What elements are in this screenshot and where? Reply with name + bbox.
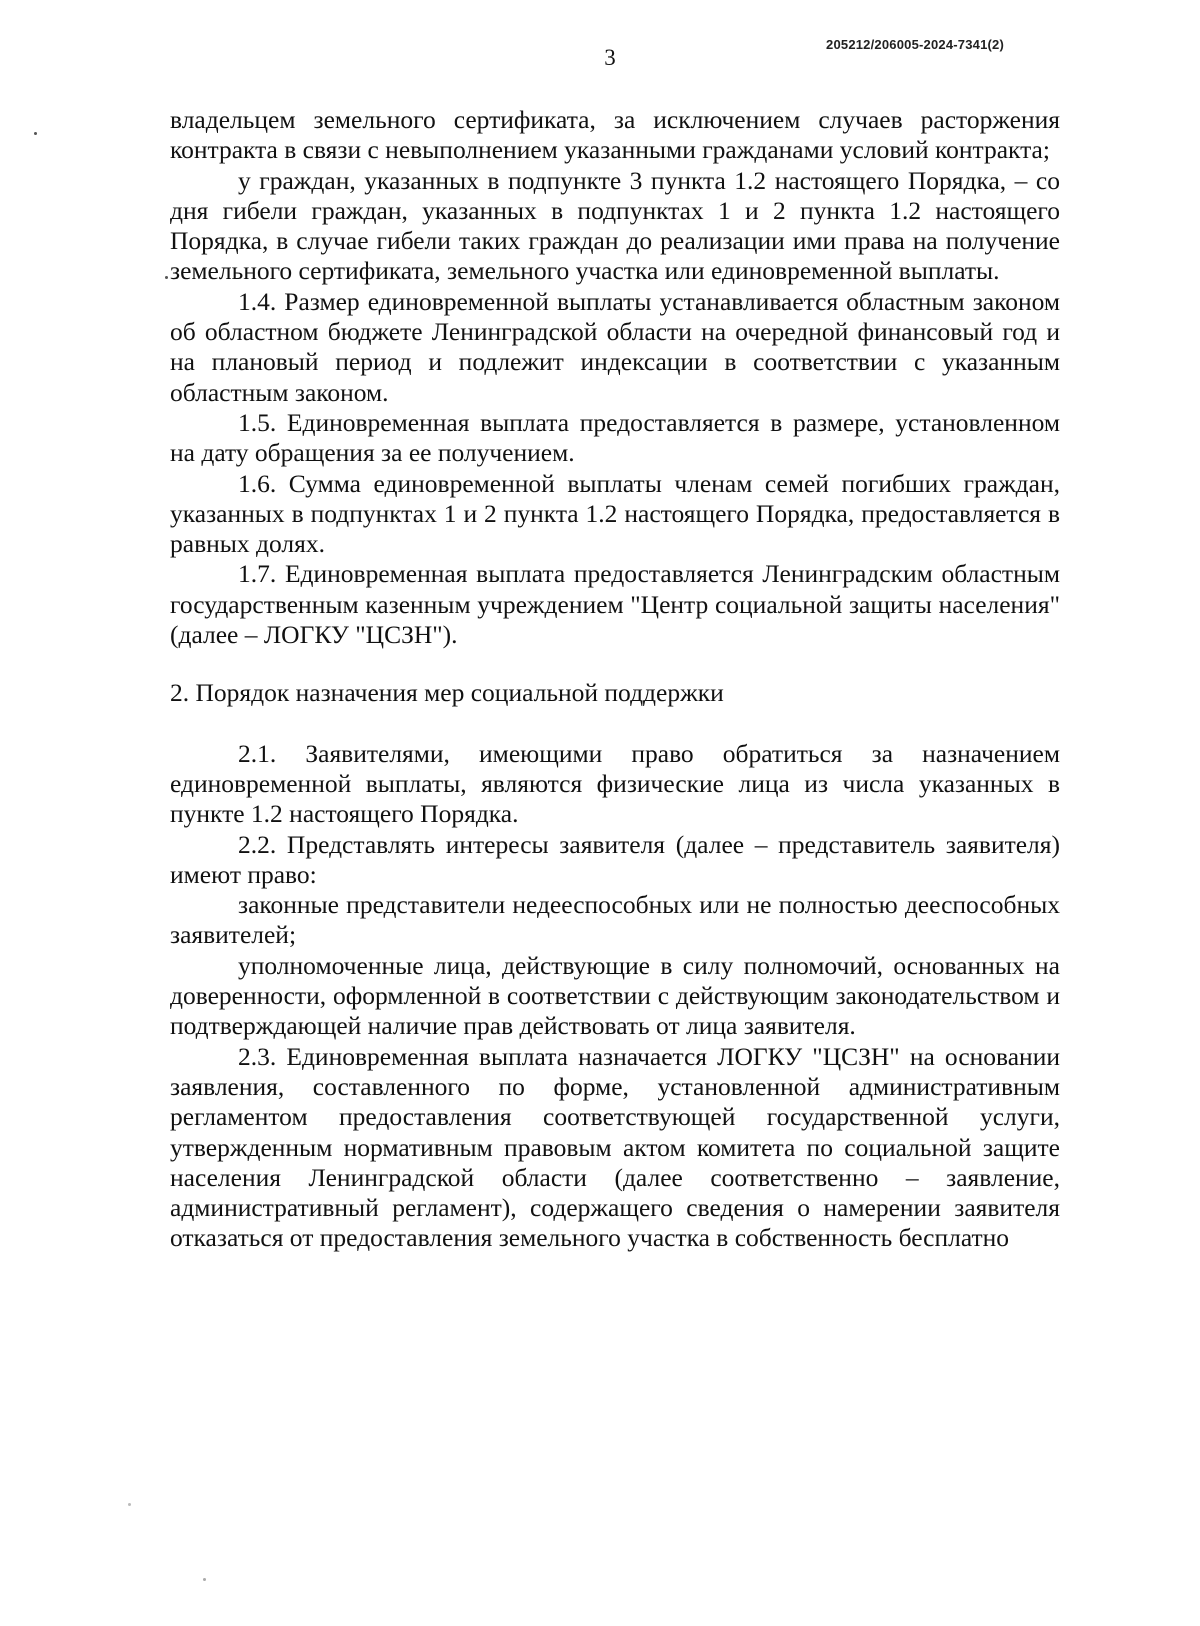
scan-speck <box>165 276 168 279</box>
paragraph: уполномоченные лица, действующие в силу полномочий, основанных на доверенности, оформленной в соответствии с действующим законодательством и подтверждающей наличие прав действовать от лица заявителя. <box>170 950 1060 1041</box>
paragraphs-before-heading <box>170 105 1060 650</box>
paragraph: законные представители недееспособных или не полностью дееспособных заявителей; <box>170 890 1060 950</box>
paragraph: 1.5. Единовременная выплата предоставляется в размере, установленном на дату обращения за ее получением. <box>170 407 1060 468</box>
paragraph: 1.7. Единовременная выплата предоставляется Ленинградским областным государственным казенным учреждением "Центр социальной защиты населения" (далее – ЛОГКУ "ЦСЗН"). <box>170 559 1060 650</box>
paragraph: 2.2. Представлять интересы заявителя (далее – представитель заявителя) имеют право: <box>170 829 1060 889</box>
paragraphs-after-heading <box>170 739 1060 1254</box>
page-number: 3 <box>604 45 616 70</box>
paragraph: 1.4. Размер единовременной выплаты устанавливается областным законом об областном бюджете Ленинградской области на очередной финансовый год и на плановый период и подлежит индексации в соответствии с указанным областным законом. <box>170 286 1060 407</box>
scan-speck <box>128 1503 131 1506</box>
section-heading: 2. Порядок назначения мер социальной поддержки <box>170 678 724 708</box>
document-body <box>170 105 1060 1254</box>
scan-speck <box>34 132 37 135</box>
paragraph: 2.3. Единовременная выплата назначается ЛОГКУ "ЦСЗН" на основании заявления, составленного по форме, установленной административным регламентом предоставления соответствующей государственной услуги, утвержденным нормативным правовым актом комитета по социальной защите населения Ленинградской области (далее соответственно – заявление, административный регламент), содержащего сведения о намерении заявителя отказаться от предоставления земельного участка в собственность бесплатно <box>170 1041 1060 1253</box>
scan-speck <box>203 1578 206 1581</box>
paragraph: у граждан, указанных в подпункте 3 пункта 1.2 настоящего Порядка, – со дня гибели граждан, указанных в подпунктах 1 и 2 пункта 1.2 настоящего Порядка, в случае гибели таких граждан до реализации ими права на получение земельного сертификата, земельного участка или единовременной выплаты. <box>170 165 1060 286</box>
document-id-stamp: 205212/206005-2024-7341(2) <box>826 37 1004 52</box>
paragraph: 1.6. Сумма единовременной выплаты членам семей погибших граждан, указанных в подпунктах 1 и 2 пункта 1.2 настоящего Порядка, предоставляется в равных долях. <box>170 468 1060 559</box>
paragraph: владельцем земельного сертификата, за исключением случаев расторжения контракта в связи с невыполнением указанными гражданами условий контракта; <box>170 105 1060 165</box>
paragraph: 2.1. Заявителями, имеющими право обратиться за назначением единовременной выплаты, являются физические лица из числа указанных в пункте 1.2 настоящего Порядка. <box>170 738 1060 829</box>
